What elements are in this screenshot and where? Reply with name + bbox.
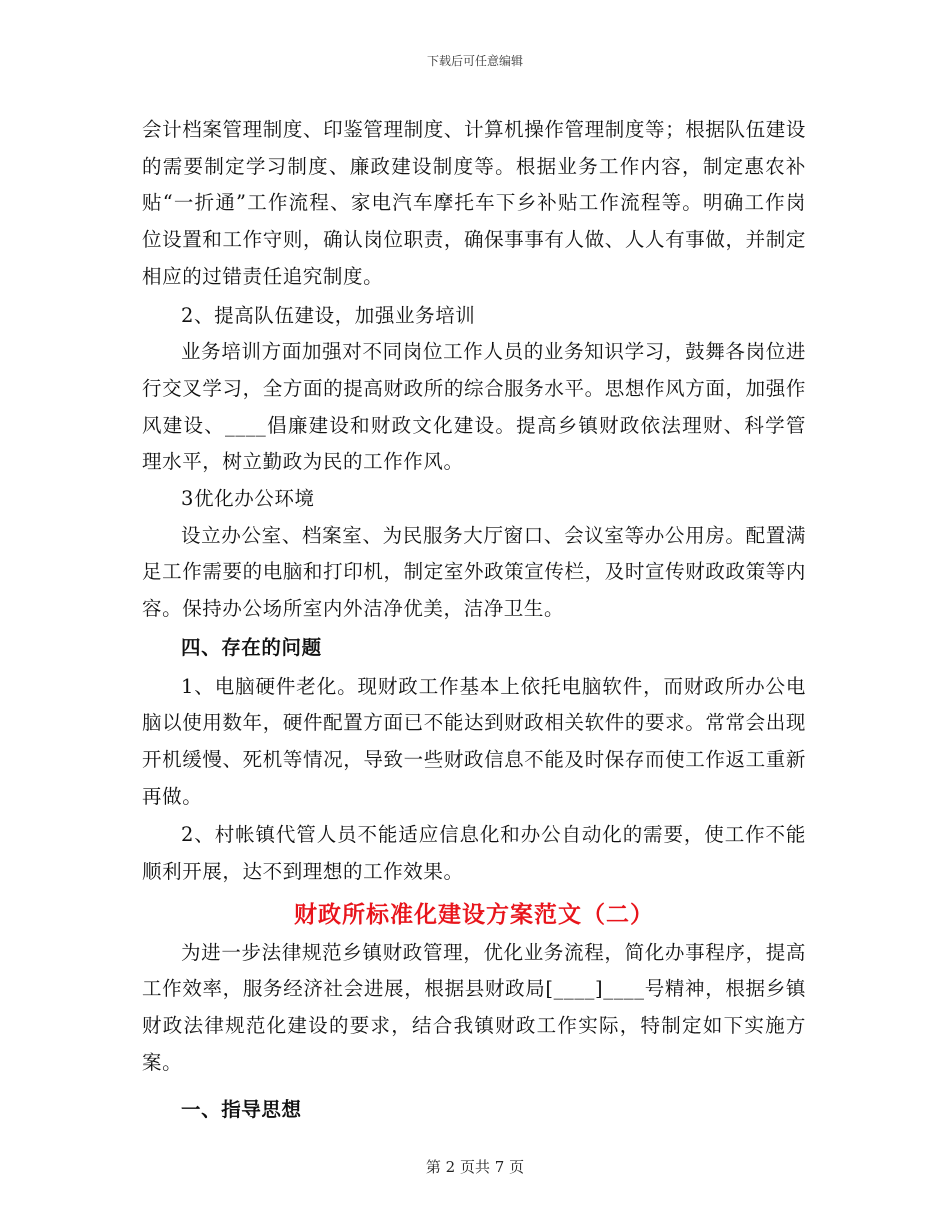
document-title: 财政所标准化建设方案范文（二） (294, 900, 654, 928)
paragraph-training: 业务培训方面加强对不同岗位工作人员的业务知识学习，鼓舞各岗位进行交叉学习，全方面的提高财政所的综合服务水平。思想作风方面，加强作风建设、____倡廉建设和财政文化建设。提高乡镇财政依法理财、科学管理水平，树立勤政为民的工作作风。 (142, 340, 806, 474)
section-heading-guiding-ideology: 一、指导思想 (181, 1097, 302, 1121)
document-body (142, 112, 806, 1128)
paragraph-introduction: 为进一步法律规范乡镇财政管理，优化业务流程，简化办事程序，提高工作效率，服务经济社会进展，根据县财政局[____]____号精神，根据乡镇财政法律规范化建设的要求，结合我镇财政工作实际，特制定如下实施方案。 (142, 940, 806, 1074)
paragraph-management-systems: 会计档案管理制度、印鉴管理制度、计算机操作管理制度等；根据队伍建设的需要制定学习制度、廉政建设制度等。根据业务工作内容，制定惠农补贴“一折通”工作流程、家电汽车摩托车下乡补贴工作流程等。明确工作岗位设置和工作守则，确认岗位职责，确保事事有人做、人人有事做，并制定相应的过错责任追究制度。 (142, 118, 806, 288)
paragraph-office-environment: 设立办公室、档案室、为民服务大厅窗口、会议室等办公用房。配置满足工作需要的电脑和打印机，制定室外政策宣传栏，及时宣传财政政策等内容。保持办公场所室内外洁净优美，洁净卫生。 (142, 523, 806, 621)
subheading-team-building: 2、提高队伍建设，加强业务培训 (181, 303, 476, 327)
page-number: 第 2 页共 7 页 (425, 1158, 525, 1176)
paragraph-problem-staff: 2、村帐镇代管人员不能适应信息化和办公自动化的需要，使工作不能顺利开展，达不到理想的工作效果。 (142, 823, 806, 884)
page-header: 下载后可任意编辑 (426, 54, 523, 68)
paragraph-problem-hardware: 1、电脑硬件老化。现财政工作基本上依托电脑软件，而财政所办公电脑以使用数年，硬件配置方面已不能达到财政相关软件的要求。常常会出现开机缓慢、死机等情况，导致一些财政信息不能及时保存而使工作返工重新再做。 (142, 674, 806, 808)
subheading-office-environment: 3优化办公环境 (181, 487, 315, 511)
section-heading-problems: 四、存在的问题 (181, 635, 322, 659)
